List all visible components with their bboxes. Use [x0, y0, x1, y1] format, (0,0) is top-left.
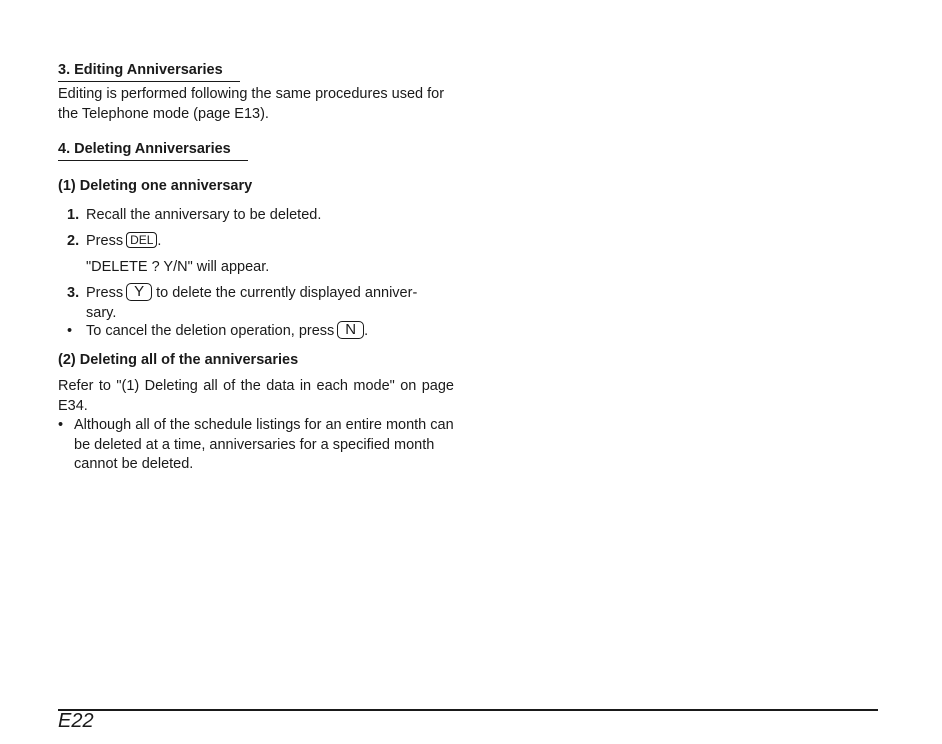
subsection-2-title: (2) Deleting all of the anniversaries [58, 352, 299, 368]
cancel-bullet-after: . [364, 323, 369, 339]
schedule-bullet-text: Although all of the schedule listings for an entire month can be deleted at a time, anniversaries for a specified month cannot be deleted. [74, 417, 454, 472]
cancel-bullet-text: To cancel the deletion operation, press [86, 323, 335, 339]
step-2-after: . [157, 233, 162, 249]
step-3-text: Press [86, 285, 124, 301]
schedule-bullet [58, 416, 454, 475]
step-3-number: 3. [67, 285, 80, 301]
step-3-after-line1: to delete the currently displayed anniver- [156, 285, 418, 301]
step-1 [67, 206, 467, 226]
del-key: DEL [126, 232, 157, 248]
y-key: Y [126, 283, 152, 301]
bullet-dot: • [67, 323, 73, 339]
step-1-number: 1. [67, 207, 80, 223]
delete-prompt-note: "DELETE ? Y/N" will appear. [86, 259, 270, 275]
cancel-bullet [67, 321, 467, 342]
subsection-1-title: (1) Deleting one anniversary [58, 178, 253, 194]
step-3-after-line2: sary. [86, 304, 117, 321]
footer-rule [58, 709, 878, 711]
page-number: E22 [58, 710, 94, 732]
step-2 [67, 232, 467, 252]
step-2-number: 2. [67, 233, 80, 249]
step-2-text: Press [86, 233, 124, 249]
n-key: N [337, 321, 364, 339]
section-3-body: Editing is performed following the same procedures used for the Telephone mode (page E13). [58, 86, 445, 122]
step-3 [67, 283, 467, 323]
subsection-2-body: Refer to "(1) Deleting all of the data in each mode" on page E34. [58, 378, 454, 414]
bullet-dot: • [58, 417, 64, 433]
step-1-text: Recall the anniversary to be deleted. [86, 207, 322, 223]
section-3-heading: 3. Editing Anniversaries [58, 61, 240, 82]
section-4-heading: 4. Deleting Anniversaries [58, 140, 248, 161]
